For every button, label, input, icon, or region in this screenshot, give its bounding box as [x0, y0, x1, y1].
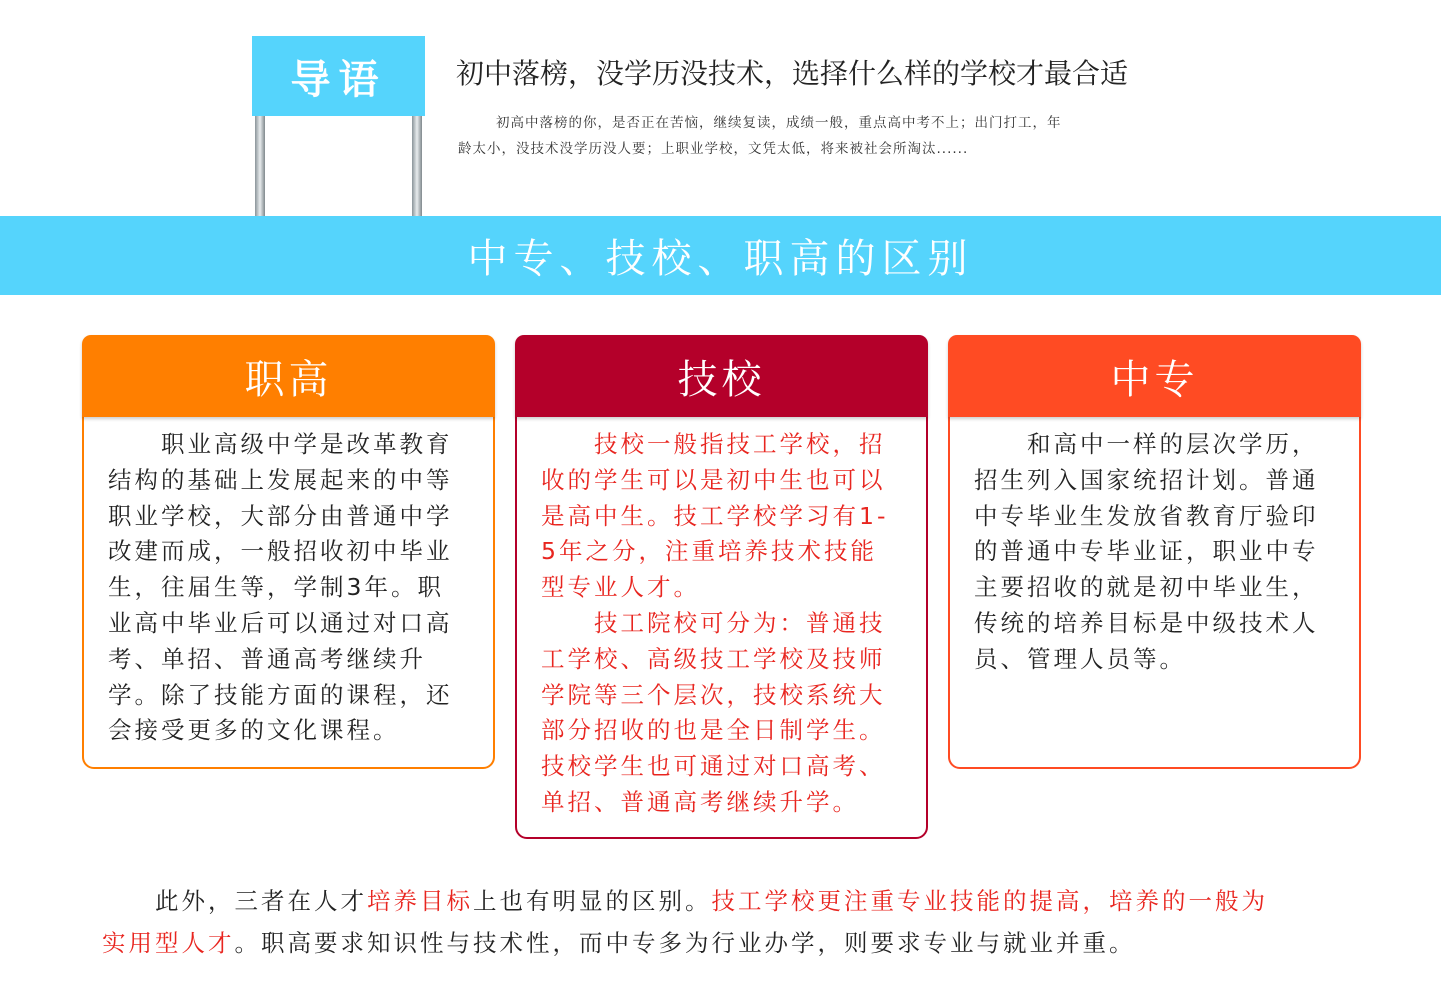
footer-highlight: 技工学校更注重专业技能的提高，培养的一般为: [711, 887, 1268, 915]
card-line: 工学校、高级技工学校及技师: [541, 644, 886, 673]
card-line: 是高中生。技工学校学习有1-: [541, 501, 889, 530]
card-line: 考、单招、普通高考继续升: [108, 644, 426, 673]
card-line: 改建而成，一般招收初中毕业: [108, 537, 453, 566]
card-line: 技工院校可分为：普通技: [541, 608, 886, 637]
footer-paragraph: [102, 880, 1268, 964]
card-line: 主要招收的就是初中毕业生，: [974, 573, 1319, 602]
intro-sign: 导语: [252, 36, 425, 116]
card-zhigao: [82, 335, 495, 769]
card-line: 会接受更多的文化课程。: [108, 716, 400, 745]
intro-line: 初高中落榜的你，是否正在苦恼，继续复读，成绩一般，重点高中考不上；出门打工，年: [496, 115, 1062, 131]
card-title: 职高: [82, 335, 495, 417]
intro-text: [458, 110, 1188, 162]
footer-text: 此外，三者在人才: [102, 887, 367, 915]
page-title: 初中落榜，没学历没技术，选择什么样的学校才最合适: [456, 57, 1129, 90]
card-line: 部分招收的也是全日制学生。: [541, 716, 886, 745]
footer-highlight: 培养目标: [367, 887, 473, 915]
card-line: 型专业人才。: [541, 573, 700, 602]
card-zhongzhuan: [948, 335, 1361, 769]
card-line: 传统的培养目标是中级技术人: [974, 608, 1319, 637]
card-line: 和高中一样的层次学历，: [974, 430, 1319, 458]
card-line: 员、管理人员等。: [974, 644, 1186, 673]
card-line: 学院等三个层次，技校系统大: [541, 680, 886, 709]
footer-highlight: 实用型人才: [102, 929, 235, 957]
sign-pole-left: [255, 116, 265, 216]
sign-pole-right: [412, 116, 422, 216]
section-banner: 中专、技校、职高的区别: [0, 216, 1441, 295]
footer-text: 。职高要求知识性与技术性，而中专多为行业办学，则要求专业与就业并重。: [234, 929, 1136, 957]
card-line: 5年之分，注重培养技术技能: [541, 537, 877, 566]
card-line: 业高中毕业后可以通过对口高: [108, 608, 453, 637]
card-line: 单招、普通高考继续升学。: [541, 787, 859, 816]
card-line: 技校一般指技工学校，招: [541, 430, 886, 458]
card-line: 收的学生可以是初中生也可以: [541, 465, 886, 494]
card-body: [84, 417, 493, 749]
card-line: 中专毕业生发放省教育厅验印: [974, 501, 1319, 530]
card-jixiao: [515, 335, 928, 839]
card-body: [950, 417, 1359, 678]
card-line: 生，往届生等，学制3年。职: [108, 573, 444, 602]
card-line: 职业学校，大部分由普通中学: [108, 501, 453, 530]
card-title: 技校: [515, 335, 928, 417]
card-line: 结构的基础上发展起来的中等: [108, 465, 453, 494]
card-line: 技校学生也可通过对口高考、: [541, 752, 886, 781]
card-line: 招生列入国家统招计划。普通: [974, 465, 1319, 494]
card-line: 职业高级中学是改革教育: [108, 430, 453, 458]
card-title: 中专: [948, 335, 1361, 417]
card-line: 的普通中专毕业证，职业中专: [974, 537, 1319, 566]
card-body: [517, 417, 926, 821]
card-line: 学。除了技能方面的课程，还: [108, 680, 453, 709]
intro-line: 龄太小，没技术没学历没人要；上职业学校，文凭太低，将来被社会所淘汰......: [458, 141, 969, 157]
footer-text: 上也有明显的区别。: [473, 887, 712, 915]
